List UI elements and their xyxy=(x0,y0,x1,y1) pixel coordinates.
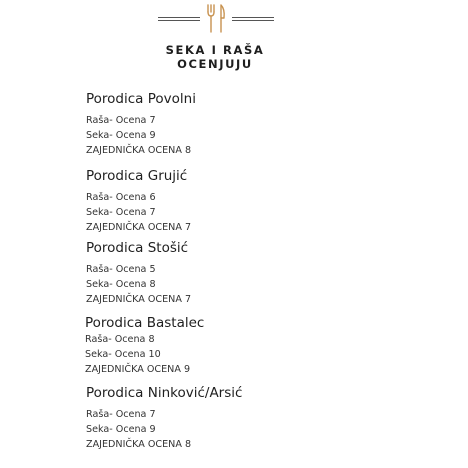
family-entry xyxy=(86,168,466,235)
rasa-rating: Raša- Ocena 7 xyxy=(86,115,156,126)
joint-rating: ZAJEDNIČKA OCENA 8 xyxy=(86,144,192,156)
rasa-rating: Raša- Ocena 6 xyxy=(86,192,156,203)
rasa-rating: Raša- Ocena 8 xyxy=(85,334,155,345)
seka-rating: Seka- Ocena 9 xyxy=(86,129,156,141)
seka-rating: Seka- Ocena 7 xyxy=(86,206,156,218)
fork-knife-icon xyxy=(204,3,228,35)
family-name: Porodica Bastalec xyxy=(85,315,205,331)
seka-rating: Seka- Ocena 9 xyxy=(86,423,156,435)
family-name: Porodica Grujić xyxy=(86,168,188,184)
rasa-rating: Raša- Ocena 5 xyxy=(86,264,156,275)
joint-rating: ZAJEDNIČKA OCENA 7 xyxy=(86,221,192,233)
divider-left xyxy=(158,17,200,21)
page-title-line1: SEKA I RAŠA xyxy=(165,43,265,57)
joint-rating: ZAJEDNIČKA OCENA 9 xyxy=(85,363,191,375)
family-entry xyxy=(86,240,466,307)
seka-rating: Seka- Ocena 8 xyxy=(86,278,156,290)
seka-rating: Seka- Ocena 10 xyxy=(85,348,161,360)
divider-right xyxy=(232,17,274,21)
header xyxy=(0,0,468,80)
joint-rating: ZAJEDNIČKA OCENA 7 xyxy=(86,293,192,305)
family-entry xyxy=(86,385,466,452)
rasa-rating: Raša- Ocena 7 xyxy=(86,409,156,420)
family-name: Porodica Ninković/Arsić xyxy=(86,385,243,401)
family-name: Porodica Povolni xyxy=(86,91,196,107)
family-entry xyxy=(86,91,466,158)
family-entry xyxy=(85,315,465,377)
page-title-line2: OCENJUJU xyxy=(177,57,253,71)
family-name: Porodica Stošić xyxy=(86,240,189,256)
joint-rating: ZAJEDNIČKA OCENA 8 xyxy=(86,438,192,450)
